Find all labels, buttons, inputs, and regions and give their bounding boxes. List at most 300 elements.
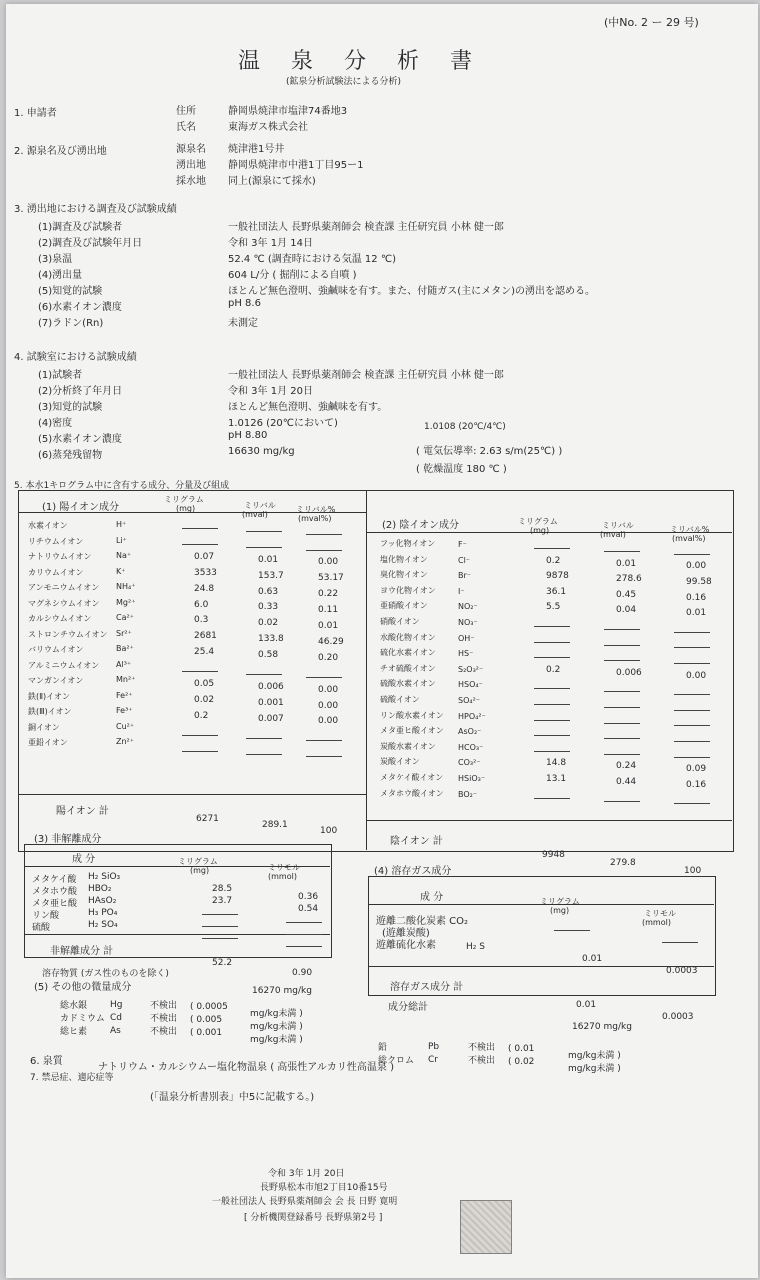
s1-addr-key: 住所	[176, 106, 196, 117]
anion-row-formula: HSiO₃⁻	[458, 774, 486, 783]
anion-row-formula: NO₂⁻	[458, 602, 478, 612]
s4-item-key: (1)試験者	[38, 370, 83, 381]
gas-title: (4) 溶存ガス成分	[374, 866, 452, 877]
trace-row-name: 総クロム	[378, 1056, 415, 1066]
s4-item-key: (2)分析終了年月日	[38, 386, 123, 397]
gas-co2-mg-dash	[554, 930, 590, 931]
footer-address: 長野県松本市旭2丁目10番15号	[260, 1183, 388, 1193]
anion-row-pct-dash	[674, 694, 710, 695]
s5-label: 5. 本水1キログラム中に含有する成分、分量及び組成	[14, 481, 230, 491]
anion-row-name: 炭酸イオン	[380, 757, 420, 767]
cation-row-name: 亜鉛イオン	[28, 738, 68, 747]
cation-row-name: 水素イオン	[28, 521, 68, 530]
s4-item-value: 16630 mg/kg	[228, 446, 295, 457]
cation-row-mval: 0.58	[258, 650, 279, 661]
anion-row-pct-dash	[674, 725, 710, 726]
gas-h2s-mmol: 0.0003	[666, 966, 698, 976]
trace-row-value: ( 0.0005	[190, 1002, 228, 1012]
cation-row-pct: 0.00	[318, 557, 339, 568]
anion-total-mg: 9948	[542, 850, 565, 860]
document-subtitle: (鉱泉分析試験法による分析)	[286, 77, 402, 87]
anion-row-formula: HS⁻	[458, 649, 474, 659]
trace-row-name: 総水銀	[60, 1001, 88, 1011]
anion-row-mg-dash	[534, 704, 570, 705]
s3-item-value: pH 8.6	[228, 298, 261, 309]
cation-row-mval: 0.01	[258, 554, 279, 565]
anion-row-mg-dash	[534, 720, 570, 721]
trace-row-status: 不検出	[150, 1027, 178, 1037]
cation-mval-unit: (mval)	[242, 510, 268, 519]
s1-label: 1. 申請者	[14, 108, 57, 119]
nondiss-mg-unit: (mg)	[190, 866, 210, 875]
s3-item-key: (4)湧出量	[38, 270, 83, 281]
cation-mval-header: ミリバル	[244, 501, 276, 510]
cation-row-mg: 3533	[194, 567, 217, 578]
anion-row-name: 塩化物イオン	[380, 554, 428, 564]
anion-row-mg-dash	[534, 548, 570, 549]
anion-row-mval: 0.04	[616, 605, 637, 616]
anion-row-formula: HSO₄⁻	[458, 680, 483, 690]
s2-label: 2. 源泉名及び湧出地	[14, 146, 107, 157]
trace-row-name: 鉛	[378, 1043, 388, 1053]
anion-row-mg-dash	[534, 751, 570, 752]
anion-row-pct-dash	[674, 647, 710, 648]
nondiss-mmol-header: ミリモル	[268, 863, 300, 872]
anion-row-mval-dash	[604, 801, 640, 802]
cation-row-formula: Fe³⁺	[116, 706, 133, 715]
anion-row-mg-dash	[534, 688, 570, 689]
s4-dry-temp: ( 乾燥温度 180 ℃ )	[416, 464, 507, 475]
anion-row-name: ヨウ化物イオン	[380, 585, 436, 595]
cation-row-name: カルシウムイオン	[28, 614, 92, 623]
cation-row-pct: 0.00	[318, 684, 339, 695]
cation-row-mg: 25.4	[194, 647, 215, 658]
cation-row-formula: Ba²⁺	[116, 644, 134, 653]
nondiss-row-mmol-dash	[286, 922, 322, 923]
trace-row-value: ( 0.005	[190, 1015, 223, 1025]
cation-row-mval: 0.63	[258, 586, 279, 597]
anion-pct-header: ミリバル%	[670, 525, 710, 534]
gas-mg-unit: (mg)	[550, 906, 570, 915]
trace-row-name: カドミウム	[60, 1014, 105, 1024]
nondiss-row-mg: 28.5	[212, 884, 233, 894]
s7-label: 7. 禁忌症、適応症等	[30, 1073, 114, 1083]
cation-row-formula: K⁺	[116, 566, 126, 576]
trace-row-formula: Cd	[110, 1013, 122, 1023]
nondiss-row-name: 硫酸	[32, 923, 51, 933]
footer-org: 一般社団法人 長野県薬剤師会 会 長 日野 寛明	[212, 1197, 398, 1207]
anion-row-pct: 0.00	[686, 670, 707, 681]
anion-row-mg: 36.1	[546, 586, 567, 597]
trace-row-unit: mg/kg未満 )	[568, 1064, 621, 1074]
s4-item-value: ほとんど無色澄明、強鹹味を有す。	[228, 402, 388, 413]
nondiss-mmol-unit: (mmol)	[268, 872, 297, 881]
cation-row-mg-dash	[182, 751, 218, 752]
anion-row-pct-dash	[674, 663, 710, 664]
s3-item-value: 一般社団法人 長野県薬剤師会 検査課 主任研究員 小林 健一郎	[228, 222, 504, 233]
gas-mmol-header: ミリモル	[644, 909, 676, 918]
s4-item-key: (4)密度	[38, 418, 73, 429]
anion-row-formula: HPO₄²⁻	[458, 711, 486, 721]
s4-item-key: (3)知覚的試験	[38, 402, 103, 413]
anion-row-mg: 13.1	[546, 774, 567, 784]
anion-row-mval-dash	[604, 551, 640, 552]
nondiss-total-line	[24, 934, 330, 935]
cation-row-mval: 0.007	[258, 713, 284, 724]
anion-row-mg-dash	[534, 735, 570, 736]
gas-co2-mmol-dash	[662, 942, 698, 943]
cation-pct-unit: (mval%)	[298, 514, 332, 523]
cation-row-name: マグネシウムイオン	[28, 598, 100, 608]
cation-row-pct: 0.11	[318, 605, 339, 616]
s4-item-key: (6)蒸発残留物	[38, 450, 103, 461]
cation-row-mg-dash	[182, 735, 218, 736]
s2-src-value: 焼津港1号井	[228, 144, 285, 155]
s3-item-value: 52.4 ℃ (調査時における気温 12 ℃)	[228, 254, 396, 265]
s1-name-key: 氏名	[176, 122, 196, 133]
anion-row-mg: 5.5	[546, 602, 561, 613]
anion-row-mg-dash	[534, 626, 570, 627]
gas-h2s-mg: 0.01	[582, 954, 603, 964]
solute-label: 溶存物質 (ガス性のものを除く)	[42, 969, 169, 979]
cation-row-pct-dash	[306, 740, 342, 741]
cation-row-mg-dash	[182, 544, 218, 545]
s3-item-value: 未測定	[228, 318, 258, 329]
anion-row-mg-dash	[534, 657, 570, 658]
anion-row-mval-dash	[604, 723, 640, 724]
seal-stamp	[460, 1200, 512, 1254]
trace-row-formula: As	[110, 1026, 121, 1036]
s2-samp-value: 同上(源泉にて採水)	[228, 176, 316, 187]
anion-row-mg-dash	[534, 642, 570, 643]
anion-row-formula: HCO₃⁻	[458, 742, 484, 752]
footer-registration: [ 分析機関登録番号 長野県第2号 ]	[244, 1213, 383, 1223]
cation-row-name: アンモニウムイオン	[28, 583, 100, 592]
anion-row-pct: 0.09	[686, 764, 707, 775]
gas-mg-header: ミリグラム	[540, 897, 580, 906]
gas-co2-sub: (遊離炭酸)	[382, 928, 430, 939]
nondiss-row-name: メタ亜ヒ酸	[32, 899, 78, 909]
cation-row-mg: 2681	[194, 631, 217, 642]
cation-row-pct: 0.20	[318, 652, 339, 663]
cation-row-formula: Al³⁺	[116, 659, 132, 669]
s7-value: (「温泉分析書別表」中5に記載する。)	[150, 1092, 315, 1103]
analysis-document	[6, 4, 758, 1278]
trace-row-status: 不検出	[468, 1043, 496, 1053]
nondiss-row-mg-dash	[202, 914, 238, 915]
gas-co2-label: 遊離二酸化炭素 CO₂	[376, 916, 469, 927]
anion-row-formula: CO₃²⁻	[458, 758, 481, 768]
anion-row-name: 炭酸水素イオン	[380, 741, 436, 751]
nondiss-row-mmol: 0.36	[298, 892, 319, 902]
nondiss-total-label: 非解離成分 計	[50, 946, 114, 957]
nondiss-row-mg-dash	[202, 926, 238, 927]
cation-row-mg-dash	[182, 671, 218, 672]
anion-total-label: 陰イオン 計	[390, 836, 443, 847]
trace-row-unit: mg/kg未満 )	[250, 1009, 303, 1019]
nondiss-row-mmol-dash	[286, 934, 322, 935]
cation-row-mval: 133.8	[258, 634, 284, 645]
anion-row-formula: Cl⁻	[458, 555, 471, 565]
cation-row-mval: 0.001	[258, 697, 284, 708]
gas-mmol-unit: (mmol)	[642, 918, 671, 927]
anion-row-name: メタ亜ヒ酸イオン	[380, 726, 444, 736]
cation-row-formula: Sr²⁺	[116, 628, 132, 638]
nondiss-row-mg: 23.7	[212, 896, 233, 906]
cation-row-mg: 0.05	[194, 679, 215, 689]
anion-total-mval: 279.8	[610, 858, 636, 868]
anion-mg-unit: (mg)	[530, 526, 550, 535]
anion-row-name: 硫酸水素イオン	[380, 679, 436, 689]
cation-total-pct: 100	[320, 826, 338, 836]
gas-h2s-label: 遊離硫化水素	[376, 940, 436, 951]
trace-row-status: 不検出	[150, 1001, 178, 1011]
nondiss-total-mmol: 0.90	[292, 968, 313, 978]
anion-row-mval-dash	[604, 629, 640, 630]
anion-row-mval-dash	[604, 707, 640, 708]
cation-row-formula: Na⁺	[116, 551, 132, 560]
cation-row-mg: 6.0	[194, 599, 209, 610]
s3-item-key: (5)知覚的試験	[38, 286, 103, 297]
cation-row-mg: 0.07	[194, 551, 215, 562]
gas-total-mg: 0.01	[576, 1000, 597, 1010]
anion-row-formula: S₂O₃²⁻	[458, 664, 484, 674]
anion-row-formula: OH⁻	[458, 633, 475, 643]
trace-row-formula: Cr	[428, 1055, 438, 1065]
cation-row-mval: 0.02	[258, 618, 279, 629]
cation-row-mval-dash	[246, 531, 282, 532]
nondiss-row-formula: H₂ SO₄	[88, 920, 118, 930]
cation-row-pct: 0.00	[318, 700, 339, 711]
cation-row-name: 鉄(Ⅱ)イオン	[28, 691, 70, 701]
anion-row-formula: NO₃⁻	[458, 618, 478, 627]
anion-mg-header: ミリグラム	[518, 517, 558, 526]
cation-row-pct: 0.00	[318, 716, 339, 727]
anion-row-mval: 0.006	[616, 667, 642, 678]
anion-row-pct: 0.00	[686, 561, 707, 572]
trace-row-unit: mg/kg未満 )	[250, 1022, 303, 1032]
trace-row-status: 不検出	[150, 1014, 178, 1024]
trace-row-formula: Pb	[428, 1042, 440, 1052]
anion-total-pct: 100	[684, 866, 702, 876]
anion-mval-unit: (mval)	[600, 530, 626, 539]
anion-row-formula: AsO₂⁻	[458, 727, 482, 737]
anion-row-mval-dash	[604, 645, 640, 646]
trace-title: (5) その他の微量成分	[34, 982, 132, 993]
s4-density2: 1.0108 (20℃/4℃)	[424, 422, 506, 432]
anion-row-mval-dash	[604, 691, 640, 692]
cation-row-name: 銅イオン	[28, 722, 60, 732]
s4-item-value: pH 8.80	[228, 430, 268, 441]
anion-total-line	[366, 820, 732, 821]
cation-row-mval: 153.7	[258, 570, 284, 581]
anion-row-name: リン酸水素イオン	[380, 710, 444, 720]
trace-row-value: ( 0.01	[508, 1044, 535, 1054]
s2-loc-value: 静岡県焼津市中港1丁目95ー1	[228, 160, 364, 171]
s3-item-key: (6)水素イオン濃度	[38, 302, 122, 313]
nondiss-row-mmol: 0.54	[298, 904, 319, 914]
s4-item-value: 令和 3年 1月 20日	[228, 386, 313, 397]
anion-row-formula: F⁻	[458, 540, 467, 549]
nondiss-comp-header: 成 分	[72, 854, 96, 865]
anion-row-pct-dash	[674, 803, 710, 804]
cation-row-formula: Mg²⁺	[116, 597, 136, 607]
cation-row-name: ストロンチウムイオン	[28, 629, 108, 639]
trace-row-unit: mg/kg未満 )	[250, 1035, 303, 1045]
cation-row-mval-dash	[246, 738, 282, 739]
cation-row-mval-dash	[246, 674, 282, 675]
nondiss-row-mg-dash	[202, 938, 238, 939]
anion-row-pct-dash	[674, 632, 710, 633]
cation-row-pct-dash	[306, 756, 342, 757]
trace-row-formula: Hg	[110, 1000, 123, 1010]
anion-row-name: 水酸化物イオン	[380, 632, 436, 642]
cation-row-formula: Cu²⁺	[116, 721, 135, 731]
anion-mval-header: ミリバル	[602, 521, 634, 530]
cation-row-mg-dash	[182, 528, 218, 529]
anion-row-pct-dash	[674, 554, 710, 555]
anion-pct-unit: (mval%)	[672, 534, 706, 543]
anion-row-formula: I⁻	[458, 586, 465, 596]
anion-row-mval-dash	[604, 754, 640, 755]
cation-row-mg: 0.3	[194, 615, 209, 626]
anion-row-pct: 0.16	[686, 779, 707, 790]
cation-row-mg: 0.2	[194, 710, 209, 721]
anion-row-formula: Br⁻	[458, 571, 471, 581]
anion-row-name: メタホウ酸イオン	[380, 788, 444, 798]
s4-item-value: 一般社団法人 長野県薬剤師会 検査課 主任研究員 小林 健一郎	[228, 370, 504, 381]
footer-date: 令和 3年 1月 20日	[268, 1169, 345, 1179]
s2-src-key: 源泉名	[176, 144, 206, 155]
trace-row-value: ( 0.02	[508, 1057, 535, 1067]
s3-item-value: 令和 3年 1月 14日	[228, 238, 313, 249]
cation-total-label: 陽イオン 計	[56, 806, 109, 817]
anion-row-mg: 0.2	[546, 555, 561, 566]
cation-row-formula: Mn²⁺	[116, 675, 136, 684]
s2-loc-key: 湧出地	[176, 160, 206, 171]
s6-value: ナトリウム・カルシウムー塩化物温泉 ( 高張性アルカリ性高温泉 )	[98, 1062, 394, 1073]
cation-row-mg: 0.02	[194, 694, 215, 705]
anion-row-name: メタケイ酸イオン	[380, 773, 444, 782]
cation-row-name: アルミニウムイオン	[28, 660, 100, 670]
trace-row-name: 総ヒ素	[60, 1027, 88, 1037]
cation-row-formula: Ca²⁺	[116, 613, 134, 622]
ion-table-divider	[366, 490, 367, 850]
s3-item-key: (2)調査及び試験年月日	[38, 238, 143, 249]
nondiss-row-formula: H₂ SiO₃	[88, 872, 121, 882]
nondiss-row-name: リン酸	[32, 911, 60, 921]
s2-samp-key: 採水地	[176, 176, 206, 187]
cation-row-name: リチウムイオン	[28, 536, 84, 546]
cation-mg-header: ミリグラム	[164, 495, 204, 504]
s3-item-value: 604 L/分 ( 掘削による自噴 )	[228, 270, 357, 281]
anion-row-pct: 99.58	[686, 577, 712, 588]
anion-row-name: チオ硫酸イオン	[380, 663, 436, 673]
cation-row-formula: Fe²⁺	[116, 690, 133, 700]
nondiss-row-formula: HAsO₂	[88, 896, 117, 906]
cation-row-name: マンガンイオン	[28, 676, 84, 685]
cation-row-name: ナトリウムイオン	[28, 552, 92, 561]
nondiss-row-name: メタホウ酸	[32, 887, 78, 897]
anion-row-name: 硫酸イオン	[380, 695, 420, 704]
anion-row-mg-dash	[534, 798, 570, 799]
cation-row-pct: 0.22	[318, 589, 339, 600]
gas-h2s-formula: H₂ S	[466, 942, 485, 952]
anion-row-pct-dash	[674, 757, 710, 758]
cation-row-pct-dash	[306, 550, 342, 551]
cation-row-pct-dash	[306, 677, 342, 678]
anion-row-mval: 0.24	[616, 761, 637, 772]
cation-row-pct: 46.29	[318, 636, 344, 647]
gas-total-label: 溶存ガス成分 計	[390, 982, 464, 993]
s1-name-value: 東海ガス株式会社	[228, 122, 308, 133]
cation-row-pct: 0.01	[318, 621, 339, 632]
anion-row-name: 亜硝酸イオン	[380, 601, 428, 611]
gas-sum-label: 成分総計	[388, 1002, 428, 1013]
solute-value: 16270 mg/kg	[252, 986, 312, 996]
cation-row-mval: 0.33	[258, 602, 279, 613]
anion-title: (2) 陰イオン成分	[382, 520, 460, 531]
anion-row-pct: 0.16	[686, 592, 707, 603]
anion-row-name: 硫化水素イオン	[380, 648, 436, 658]
anion-row-name: 臭化物イオン	[380, 570, 428, 580]
nondiss-row-formula: H₃ PO₄	[88, 908, 118, 918]
anion-row-formula: SO₄²⁻	[458, 696, 481, 705]
cation-total-line	[18, 794, 366, 795]
s4-item-key: (5)水素イオン濃度	[38, 434, 122, 445]
anion-row-pct-dash	[674, 710, 710, 711]
anion-row-pct-dash	[674, 741, 710, 742]
s6-label: 6. 泉質	[30, 1056, 63, 1067]
s3-item-key: (7)ラドン(Rn)	[38, 318, 104, 329]
nondiss-row-mmol-dash	[286, 946, 322, 947]
cation-title: (1) 陽イオン成分	[42, 502, 120, 513]
anion-row-mval-dash	[604, 660, 640, 661]
cation-row-mg: 24.8	[194, 583, 215, 594]
anion-row-mval: 0.01	[616, 558, 637, 569]
s3-item-key: (1)調査及び試験者	[38, 222, 123, 233]
cation-row-formula: Li⁺	[116, 535, 127, 545]
s3-item-value: ほとんど無色澄明、強鹹味を有す。また、付随ガス(主にメタン)の湧出を認める。	[228, 286, 596, 297]
gas-total-mmol: 0.0003	[662, 1012, 694, 1022]
cation-row-mval: 0.006	[258, 681, 284, 692]
nondiss-row-formula: HBO₂	[88, 884, 112, 894]
cation-row-name: 鉄(Ⅲ)イオン	[28, 707, 72, 716]
s3-item-key: (3)泉温	[38, 254, 73, 265]
anion-row-mval: 0.45	[616, 589, 637, 600]
cation-row-name: バリウムイオン	[28, 645, 84, 654]
s4-item-value: 1.0126 (20℃において)	[228, 418, 338, 429]
cation-pct-header: ミリバル%	[296, 505, 336, 514]
anion-row-mg: 9878	[546, 571, 569, 582]
anion-row-mval: 278.6	[616, 574, 642, 585]
trace-row-status: 不検出	[468, 1056, 496, 1066]
cation-row-formula: Zn²⁺	[116, 737, 134, 746]
anion-row-name: 硝酸イオン	[380, 617, 420, 626]
cation-row-pct-dash	[306, 534, 342, 535]
anion-row-mg: 0.2	[546, 664, 561, 675]
nondiss-row-name: メタケイ酸	[32, 875, 77, 885]
gas-sum-value: 16270 mg/kg	[572, 1022, 632, 1032]
s4-conductivity: ( 電気伝導率: 2.63 s/m(25℃) )	[416, 446, 563, 457]
document-number: (中No. 2 ー 29 号)	[604, 16, 699, 29]
cation-row-formula: NH₄⁺	[116, 582, 136, 591]
cation-total-mg: 6271	[196, 814, 219, 824]
cation-row-name: カリウムイオン	[28, 567, 84, 577]
gas-total-line	[368, 966, 714, 967]
anion-row-formula: BO₂⁻	[458, 789, 478, 799]
document-title: 温 泉 分 析 書	[238, 49, 484, 74]
